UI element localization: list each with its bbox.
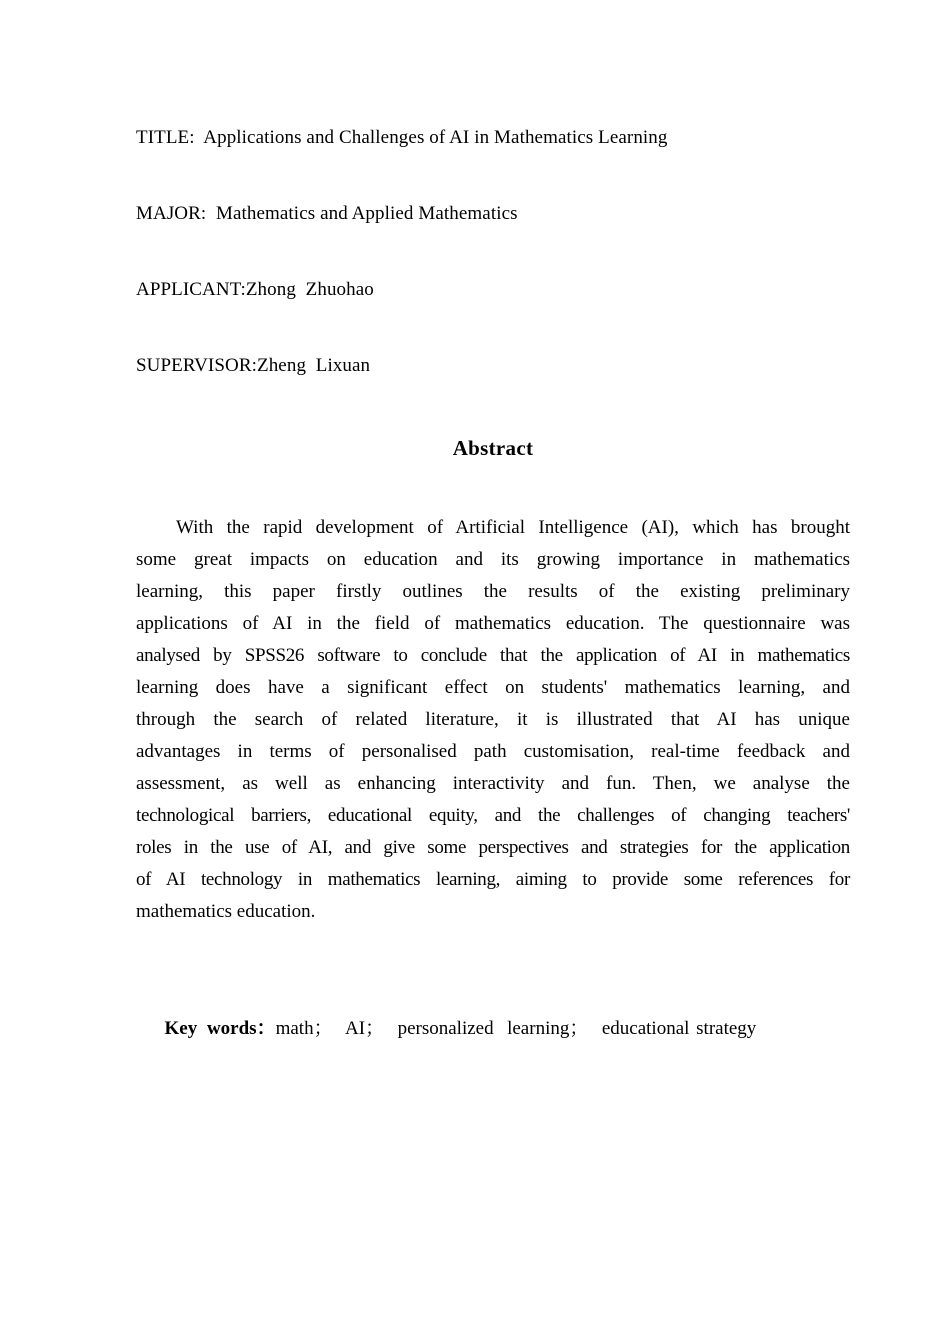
abstract-line: some great impacts on education and its growing importance in mathematics — [136, 549, 850, 570]
abstract-line: advantages in terms of personalised path customisation, real-time feedback and — [136, 741, 850, 762]
abstract-paragraph — [136, 512, 850, 928]
supervisor-line: SUPERVISOR:Zheng Lixuan — [136, 355, 371, 376]
keywords-separator: ： — [256, 1018, 276, 1039]
abstract-line: learning does have a significant effect on students' mathematics learning, and — [136, 677, 850, 698]
abstract-line: assessment, as well as enhancing interactivity and fun. Then, we analyse the — [136, 773, 850, 794]
major-line: MAJOR: Mathematics and Applied Mathematics — [136, 203, 518, 224]
keywords-line — [136, 984, 850, 1074]
abstract-line: With the rapid development of Artificial Intelligence (AI), which has brought — [176, 517, 850, 538]
title-line: TITLE: Applications and Challenges of AI in Mathematics Learning — [136, 127, 668, 148]
abstract-heading: Abstract — [452, 436, 534, 460]
abstract-line: through the search of related literature, it is illustrated that AI has unique — [136, 709, 850, 730]
abstract-line: analysed by SPSS26 software to conclude that the application of AI in mathematics — [136, 645, 850, 666]
page-content — [136, 0, 850, 1074]
applicant-line: APPLICANT:Zhong Zhuohao — [136, 279, 374, 300]
keywords-values: math； AI； personalized learning； educational strategy — [275, 1018, 757, 1039]
abstract-line: technological barriers, educational equity, and the challenges of changing teachers' — [136, 805, 850, 826]
abstract-line: of AI technology in mathematics learning, aiming to provide some references for — [136, 869, 850, 890]
abstract-line: roles in the use of AI, and give some perspectives and strategies for the application — [136, 837, 850, 858]
abstract-line: mathematics education. — [136, 901, 316, 922]
abstract-line: applications of AI in the field of mathematics education. The questionnaire was — [136, 613, 850, 634]
thesis-metadata-block — [136, 0, 850, 378]
keywords-label: Key words — [164, 1018, 257, 1039]
abstract-line: learning, this paper firstly outlines the results of the existing preliminary — [136, 581, 850, 602]
